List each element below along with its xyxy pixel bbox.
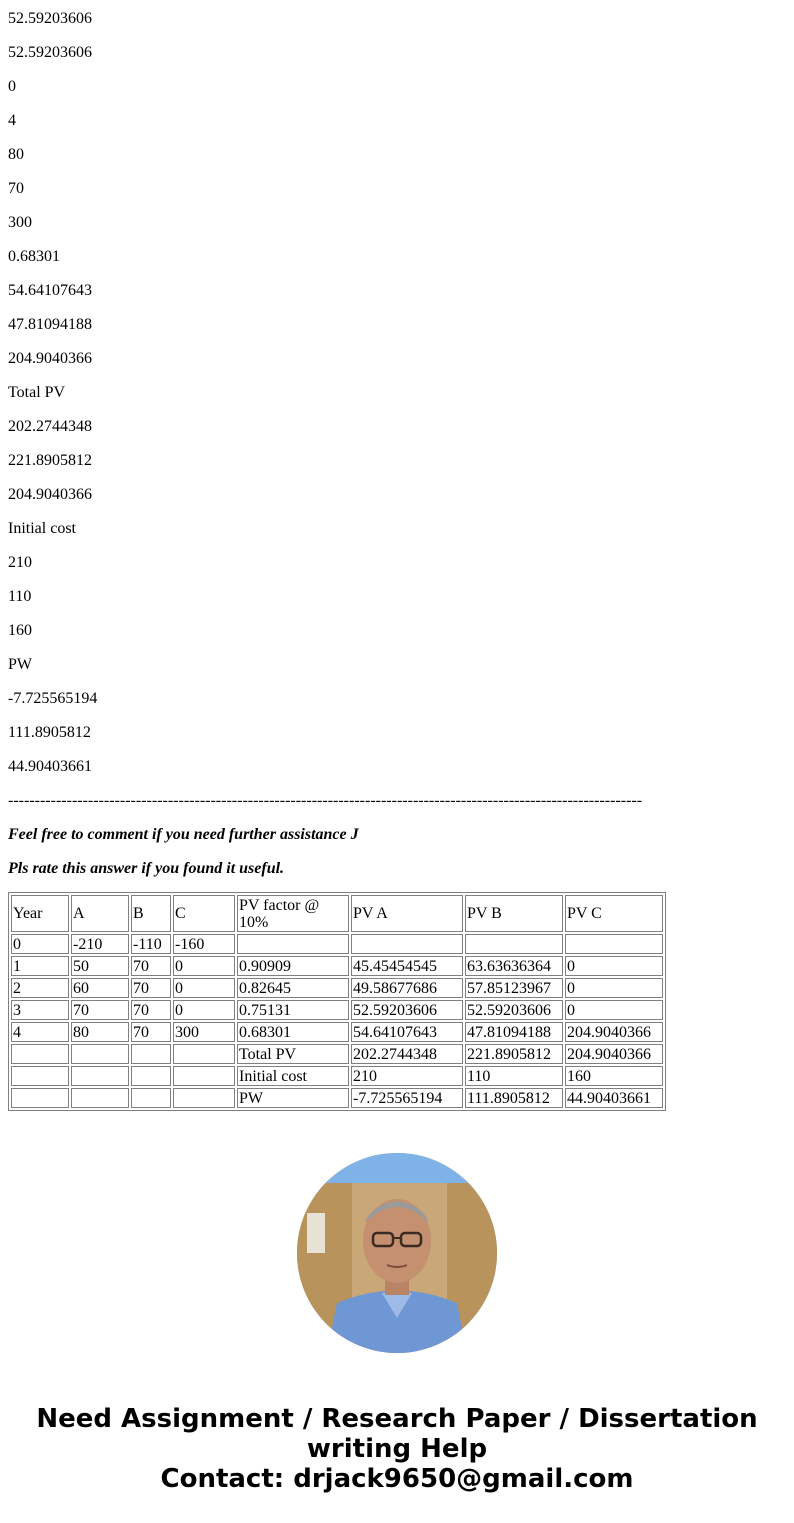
table-cell: PW [237,1088,349,1108]
table-cell [173,1066,235,1086]
header-cell: A [71,895,129,932]
table-cell: 70 [131,1000,171,1020]
table-row [11,956,663,976]
table-cell [11,1044,69,1064]
table-cell: 47.81094188 [465,1022,563,1042]
table-cell: 60 [71,978,129,998]
text-line: 221.8905812 [8,452,92,469]
table-row [11,1022,663,1042]
table-cell [71,1088,129,1108]
table-cell: 111.8905812 [465,1088,563,1108]
table-row [11,1066,663,1086]
text-line: 210 [8,554,32,571]
footer-line-2: writing Help [306,1434,488,1464]
text-line: -7.725565194 [8,690,98,707]
header-cell: PV factor @ 10% [237,895,349,932]
table-cell: 70 [131,956,171,976]
table-cell: 0 [11,934,69,954]
table-cell: 160 [565,1066,663,1086]
text-line: 160 [8,622,32,639]
table-cell [465,934,563,954]
table-cell [237,934,349,954]
header-cell: C [173,895,235,932]
table-cell: 50 [71,956,129,976]
text-line: 52.59203606 [8,44,92,61]
text-line: PW [8,656,32,673]
table-cell: 0.90909 [237,956,349,976]
table-cell: 1 [11,956,69,976]
table-cell: 300 [173,1022,235,1042]
text-line: 54.64107643 [8,282,92,299]
table-cell: 45.45454545 [351,956,463,976]
table-cell: 0 [173,1000,235,1020]
text-line: 52.59203606 [8,10,92,27]
text-line: 4 [8,112,16,129]
table-cell [71,1066,129,1086]
table-cell: 0 [565,978,663,998]
table-cell: Initial cost [237,1066,349,1086]
rate-note: Pls rate this answer if you found it useful. [8,860,285,877]
table-row [11,978,663,998]
table-row [11,1000,663,1020]
table-cell [71,1044,129,1064]
text-line: 111.8905812 [8,724,91,741]
table-cell: 70 [71,1000,129,1020]
table-cell: 80 [71,1022,129,1042]
table-cell: 57.85123967 [465,978,563,998]
table-cell [173,1044,235,1064]
text-line: 44.90403661 [8,758,92,775]
text-line: 204.9040366 [8,486,92,503]
text-line: 300 [8,214,32,231]
table-cell: 221.8905812 [465,1044,563,1064]
table-cell: 0.68301 [237,1022,349,1042]
text-line: 0 [8,78,16,95]
text-line: 202.2744348 [8,418,92,435]
table-cell: 0 [173,978,235,998]
table-cell: 4 [11,1022,69,1042]
header-cell: PV C [565,895,663,932]
table-cell: 202.2744348 [351,1044,463,1064]
table-cell [11,1088,69,1108]
table-cell: 3 [11,1000,69,1020]
table-cell: 49.58677686 [351,978,463,998]
footer-line-1: Need Assignment / Research Paper / Dissertation [36,1404,758,1434]
table-cell: 2 [11,978,69,998]
table-cell: 70 [131,1022,171,1042]
table-cell [131,1044,171,1064]
table-cell [351,934,463,954]
table-cell: Total PV [237,1044,349,1064]
text-line: 110 [8,588,32,605]
table-cell: 44.90403661 [565,1088,663,1108]
header-cell: Year [11,895,69,932]
text-line: 47.81094188 [8,316,92,333]
table-cell: -7.725565194 [351,1088,463,1108]
table-cell: 52.59203606 [465,1000,563,1020]
header-cell: PV B [465,895,563,932]
table-row [11,934,663,954]
table-cell: 0.82645 [237,978,349,998]
footer-ad [0,1404,794,1494]
table-cell: -110 [131,934,171,954]
table-cell [173,1088,235,1108]
table-cell: 70 [131,978,171,998]
answer-content [8,0,786,1111]
text-line: 0.68301 [8,248,60,265]
table-cell: 210 [351,1066,463,1086]
divider-line: ----------------------------------------------------------------------------------------------------------------------- [8,792,643,809]
text-line: 204.9040366 [8,350,92,367]
table-cell [11,1066,69,1086]
text-line: Total PV [8,384,66,401]
table-cell [565,934,663,954]
avatar-portrait-icon [297,1153,497,1353]
table-header-row [11,895,663,932]
text-line: 70 [8,180,24,197]
table-cell: -160 [173,934,235,954]
table-cell: 54.64107643 [351,1022,463,1042]
header-cell: B [131,895,171,932]
table-cell: 110 [465,1066,563,1086]
table-cell: 204.9040366 [565,1022,663,1042]
header-cell: PV A [351,895,463,932]
table-cell: 63.63636364 [465,956,563,976]
table-cell: 204.9040366 [565,1044,663,1064]
table-cell [131,1088,171,1108]
text-line: 80 [8,146,24,163]
avatar [297,1153,497,1353]
table-cell: -210 [71,934,129,954]
pv-table [8,892,666,1111]
table-cell: 0 [565,1000,663,1020]
table-cell: 0 [173,956,235,976]
comment-note: Feel free to comment if you need further assistance J [8,826,359,843]
text-line: Initial cost [8,520,76,537]
table-cell [131,1066,171,1086]
table-cell: 0.75131 [237,1000,349,1020]
table-cell: 0 [565,956,663,976]
footer-contact: Contact: drjack9650@gmail.com [160,1464,634,1494]
table-row [11,1088,663,1108]
table-row [11,1044,663,1064]
table-cell: 52.59203606 [351,1000,463,1020]
